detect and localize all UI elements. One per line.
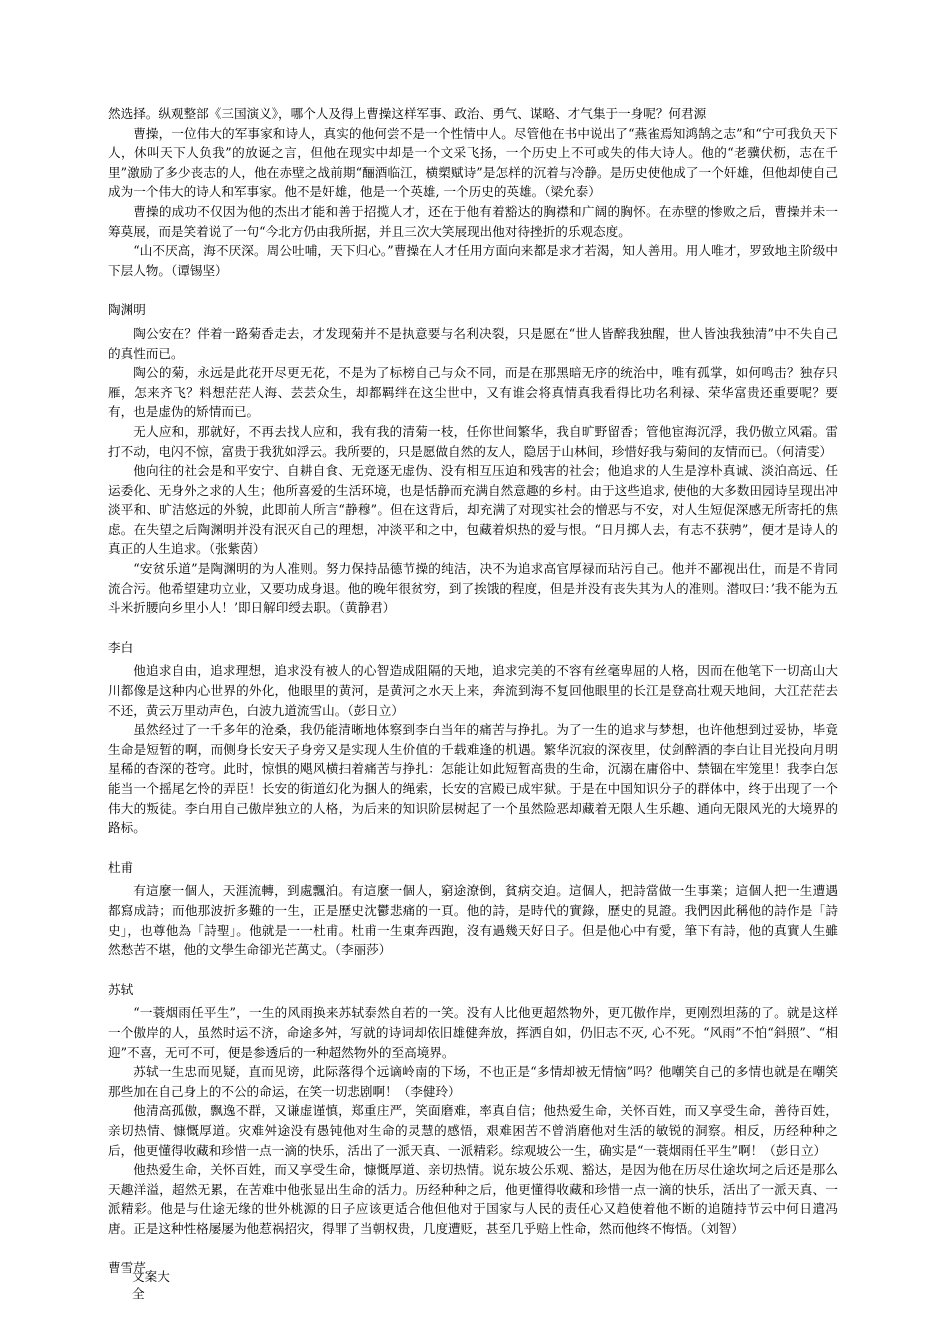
section-su-shi [108, 980, 838, 1239]
paragraph: 陶公安在？伴着一路菊香走去，才发现菊并不是执意要与名利决裂，只是愿在“世人皆醉我独醒，世人皆浊我独清”中不失自己的真性而已。 [108, 325, 838, 361]
paragraph: 他向往的社会是和平安宁、自耕自食、无竞逐无虚伪、没有相互压迫和残害的社会；他追求的人生是淳朴真诚、淡泊高远、任运委化、无身外之求的人生；他所喜爱的生活环境，也是恬静而充满自然意趣的乡村。由于这些追求, 使他的大多数田园诗呈现出冲淡平和、旷洁悠远的外貌，此即前人所言“静穆”。但在这背后，却充满了对现实社会的憎恶与不安，对人生短促深感无所寄托的焦虑。在失望之后陶渊明并没有泯灭自己的理想，冲淡平和之中，包藏着炽热的爱与恨。“日月掷人去，有志不获骋”，便才是诗人的真正的人生追求。（张紫茵） [108, 463, 838, 557]
section-heading: 杜甫 [108, 859, 134, 875]
paragraph: “安贫乐道”是陶渊明的为人准则。努力保持品德节操的纯洁，决不为追求高官厚禄而玷污自己。他并不鄙视出仕，而是不肯同流合污。他希望建功立业，又要功成身退。他的晚年很贫穷，到了挨饿的程度，但是并没有丧失其为人的准则。潜叹曰：’我不能为五斗米折腰向乡里小人！’即日解印绶去职。（黄静君） [108, 561, 838, 616]
paragraph: 然选择。纵观整部《三国演义》，哪个人及得上曹操这样军事、政治、勇气、谋略、才气集于一身呢？何君源 [108, 106, 707, 121]
section-heading: 苏轼 [108, 981, 134, 997]
section-du-fu [108, 858, 838, 960]
paragraph: 他清高孤傲，飘逸不群，又谦虚谨慎，郑重庄严，笑面磨难，率真自信；他热爱生命，关怀百姓，而又享受生命，善待百姓，亲切热情、慷慨厚道。灾难舛途没有愚钝他对生命的灵慧的感悟，艰难困苦不曾消磨他对生活的敏锐的洞察。相反，历经种种之后，他更懂得收藏和珍惜一点一滴的快乐，活出了一派天真、一派精彩。综观坡公一生，确实是“一蓑烟雨任平生”啊！（彭日立） [108, 1103, 838, 1158]
paragraph: 有這麼一個人，天涯流轉，到處飄泊。有這麼一個人，窮途潦倒，貧病交迫。這個人，把詩當做一生事業；這個人把一生遭遇都寫成詩；而他那波折多難的一生，正是歷史沈鬱悲痛的一頁。他的詩，是時代的實錄，歷史的見證。我們因此稱他的詩作是「詩史」，也尊他為「詩聖」。他就是一一杜甫。杜甫一生東奔西跑，沒有過幾天好日子。但是他心中有愛，筆下有詩，他的真實人生雖然愁苦不堪，他的文學生命卻光芒萬丈。（李丽莎） [108, 883, 838, 958]
paragraph: 陶公的菊，永远是此花开尽更无花，不是为了标榜自己与众不同，而是在那黑暗无序的统治中，唯有孤掌，如何鸣击？独存只雁，怎来齐飞？料想茫茫人海、芸芸众生，却都羁绊在这尘世中，又有谁会将真情真我看得比功名利禄、荣华富贵还重要呢？要有，也是虚伪的矫情而已。 [108, 365, 838, 420]
paragraph: 虽然经过了一千多年的沧桑，我仍能清晰地体察到李白当年的痛苦与挣扎。为了一生的追求与梦想，也许他想到过妥协，毕竟生命是短暂的啊，而侧身长安天子身旁又是实现人生价值的千载难逢的机遇。繁华沉寂的深夜里，仗剑醉酒的李白让目光投向月明星稀的杳深的苍穹。此时，惊惧的飓风横扫着痛苦与挣扎：怎能让如此短暂高贵的生命，沉溺在庸俗中、禁锢在牢笼里！我李白怎能当一个摇尾乞怜的弄臣！长安的街道幻化为捆人的绳索，长安的宫殿已成牢狱。于是在中国知识分子的群体中，终于出现了一个伟大的叛徒。李白用自己傲岸独立的人格，为后来的知识阶层树起了一个虽然险恶却藏着无限人生乐趣、通向无限风光的大境界的路标。 [108, 722, 838, 836]
section-li-bai [108, 638, 838, 838]
document-body [108, 104, 838, 1282]
section-heading: 李白 [108, 639, 134, 655]
section-cao-cao [108, 104, 838, 280]
section-heading: 陶渊明 [108, 302, 146, 318]
paragraph: 无人应和，那就好，不再去找人应和，我有我的清菊一枝，任你世间繁华，我自旷野留香；管他宦海沉浮，我仍傲立风霜。雷打不动，电闪不惊，富贵于我犹如浮云。我所要的，只是愿做自然的友人，隐居于山林间，珍惜好我与菊间的友情而已。（何清雯） [108, 423, 838, 459]
section-heading: 曹雪芹 [108, 1260, 146, 1276]
paragraph: 曹操的成功不仅因为他的杰出才能和善于招揽人才，还在于他有着豁达的胸襟和广阔的胸怀。在赤壁的惨败之后，曹操并未一筹莫展，而是笑着说了一句“今北方仍由我所据，并且三次大笑展现出他对待挫折的乐观态度。 [108, 203, 838, 239]
section-cao-xueqin [108, 1258, 838, 1278]
paragraph: 苏轼一生忠而见疑，直而见谤，此际落得个远谪岭南的下场，不也正是“多情却被无情恼”吗？他嘲笑自己的多情也就是在嘲笑那些加在自己身上的不公的命运，在笑一切悲剧啊！（李健玲） [108, 1064, 838, 1099]
paragraph: “一蓑烟雨任平生”，一生的风雨换来苏轼泰然自若的一笑。没有人比他更超然物外，更兀傲作岸，更刚烈坦荡的了。就是这样一个傲岸的人，虽然时运不济，命途多舛，写就的诗词却依旧雄健奔放，挥洒自如，仍旧志不灭, 心不死。“风雨”不怕“斜照”、“相迎”不喜，无可不可，便是参透后的一种超然物外的至高境界。 [108, 1005, 838, 1060]
paragraph: “山不厌高，海不厌深。周公吐哺，天下归心。”曹操在人才任用方面向来都是求才若渴，知人善用。用人唯才，罗致地主阶级中下层人物。（谭锡坚） [108, 243, 838, 278]
paragraph: 曹操，一位伟大的军事家和诗人，真实的他何尝不是一个性情中人。尽管他在书中说出了“燕雀焉知鸿鹄之志”和“宁可我负天下人，休叫天下人负我”的放诞之言，但他在现实中却是一个文采飞扬，一个历史上不可或失的伟大诗人。他的“老骥伏枥，志在千里”激励了多少丧志的人，他在赤壁之战前期“酾酒临江，横槊赋诗”是怎样的沉着与冷静。是历史使他成了一个奸雄，但他却使自己成为一个伟大的诗人和军事家。他不是奸雄，他是一个英雄, 一个历史的英雄。（梁允泰） [108, 125, 838, 200]
section-tao-yuanming [108, 300, 838, 618]
paragraph: 他热爱生命，关怀百姓，而又享受生命，慷慨厚道、亲切热情。说东坡公乐观、豁达，是因为他在历尽仕途坎坷之后还是那么天趣洋溢，超然无累，在苦难中他张显出生命的活力。历经种种之后，他更懂得收藏和珍惜一点一滴的快乐，活出了一派天真、一派精彩。他是与仕途无缘的世外桃源的日子应该更适合他但他对于国家与人民的责任心又趋使着他不断的追随持节云中何日遣冯唐。正是这种性格屡屡为他惹祸招灾，得罪了当朝权贵，几度遭贬，甚至几乎赔上性命，然而他终不悔悟。（刘智） [108, 1162, 838, 1236]
paragraph: 他追求自由，追求理想，追求没有被人的心智造成阻隔的天地，追求完美的不容有丝毫卑屈的人格，因而在他笔下一切高山大川都像是这种内心世界的外化，他眼里的黄河，是黄河之水天上来，奔流到海不复回他眼里的长江是登高壮观天地间，大江茫茫去不还，黄云万里动声色，白波九道流雪山。（彭日立） [108, 663, 838, 718]
footer-label: 文案大全 [132, 1269, 170, 1301]
